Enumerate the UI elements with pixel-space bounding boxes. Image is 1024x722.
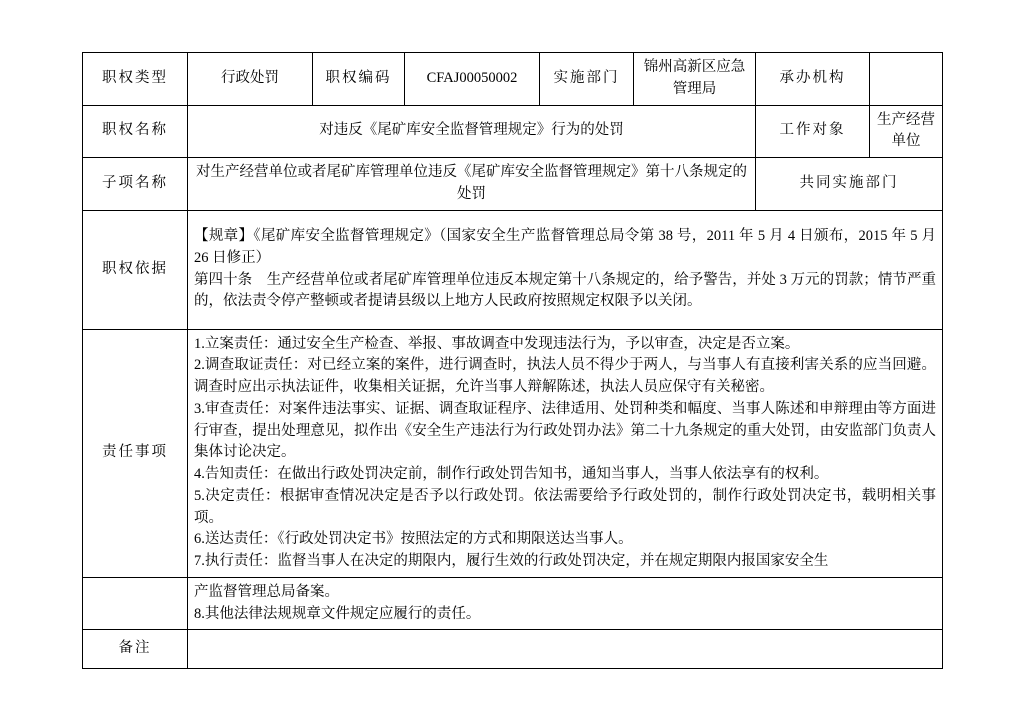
duty-items-continuation-label [83,577,188,630]
duty-items-value [188,329,943,577]
table-row [83,53,943,106]
power-code-value: CFAJ00050002 [405,53,540,106]
table-row [83,158,943,211]
undertaking-org-value [870,53,943,106]
duty-item: 产监督管理总局备案。 [194,583,339,600]
duty-item: 3.审查责任：对案件违法事实、证据、调查取证程序、法律适用、处罚种类和幅度、当事人陈述和申辩理由等方面进行审查，提出处理意见，拟作出《安全生产违法行为行政处罚办法》第二十九条规定的重大处罚，由安监部门负责人集体讨论决定。 [194,400,936,461]
remark-label: 备注 [83,630,188,669]
duty-items-label: 责任事项 [83,329,188,577]
duty-item: 5.决定责任：根据审查情况决定是否予以行政处罚。依法需要给予行政处罚的，制作行政处罚决定书，载明相关事项。 [194,487,936,526]
duty-item: 4.告知责任：在做出行政处罚决定前，制作行政处罚告知书，通知当事人，当事人依法享有的权利。 [194,466,829,482]
power-type-value: 行政处罚 [188,53,313,106]
power-name-value: 对违反《尾矿库安全监督管理规定》行为的处罚 [188,105,756,158]
duty-item: 2.调查取证责任：对已经立案的案件，进行调查时，执法人员不得少于两人，与当事人有直接利害关系的应当回避。调查时应出示执法证件，收集相关证据，允许当事人辩解陈述，执法人员应保守有关秘密。 [194,357,936,395]
power-code-label: 职权编码 [313,53,405,106]
work-object-label: 工作对象 [756,105,870,158]
implementation-dept-value [634,53,756,106]
table-row [83,630,943,669]
power-item-table [82,52,943,669]
joint-implementation-dept-label: 共同实施部门 [756,158,943,211]
duty-item: 6.送达责任：《行政处罚决定书》按照法定的方式和期限送达当事人。 [194,531,633,548]
duty-item: 7.执行责任：监督当事人在决定的期限内，履行生效的行政处罚决定，并在规定期限内报国家安全生 [194,553,829,569]
implementation-dept-text: 锦州高新区应急管理局 [643,59,746,97]
implementation-dept-label: 实施部门 [540,53,634,106]
table-row [83,105,943,158]
undertaking-org-label: 承办机构 [756,53,870,106]
remark-value [188,630,943,669]
duty-item: 8.其他法律法规规章文件规定应履行的责任。 [194,605,481,622]
table-row [83,329,943,577]
sub-item-label: 子项名称 [83,158,188,211]
duty-items-continuation-value [188,577,943,630]
legal-basis-label: 职权依据 [83,210,188,329]
legal-basis-value [188,210,943,329]
table-row [83,210,943,329]
legal-basis-paragraph-2: 第四十条 生产经营单位或者尾矿库管理单位违反本规定第十八条规定的，给予警告，并处 3 万元的罚款；情节严重的，依法责令停产整顿或者提请县级以上地方人民政府按照规定权限予以关闭。 [194,271,936,310]
power-type-label: 职权类型 [83,53,188,106]
table-row [83,577,943,630]
duty-item: 1.立案责任：通过安全生产检查、举报、事故调查中发现违法行为，予以审查，决定是否立案。 [194,335,800,352]
power-name-label: 职权名称 [83,105,188,158]
legal-basis-paragraph-1: 【规章】《尾矿库安全监督管理规定》（国家安全生产监督管理总局令第 38 号，2011 年 5 月 4 日颁布，2015 年 5 月 26 日修正） [194,228,936,266]
power-list-document [82,52,942,669]
work-object-value: 生产经营单位 [870,105,943,158]
sub-item-value: 对生产经营单位或者尾矿库管理单位违反《尾矿库安全监督管理规定》第十八条规定的处罚 [188,158,756,211]
